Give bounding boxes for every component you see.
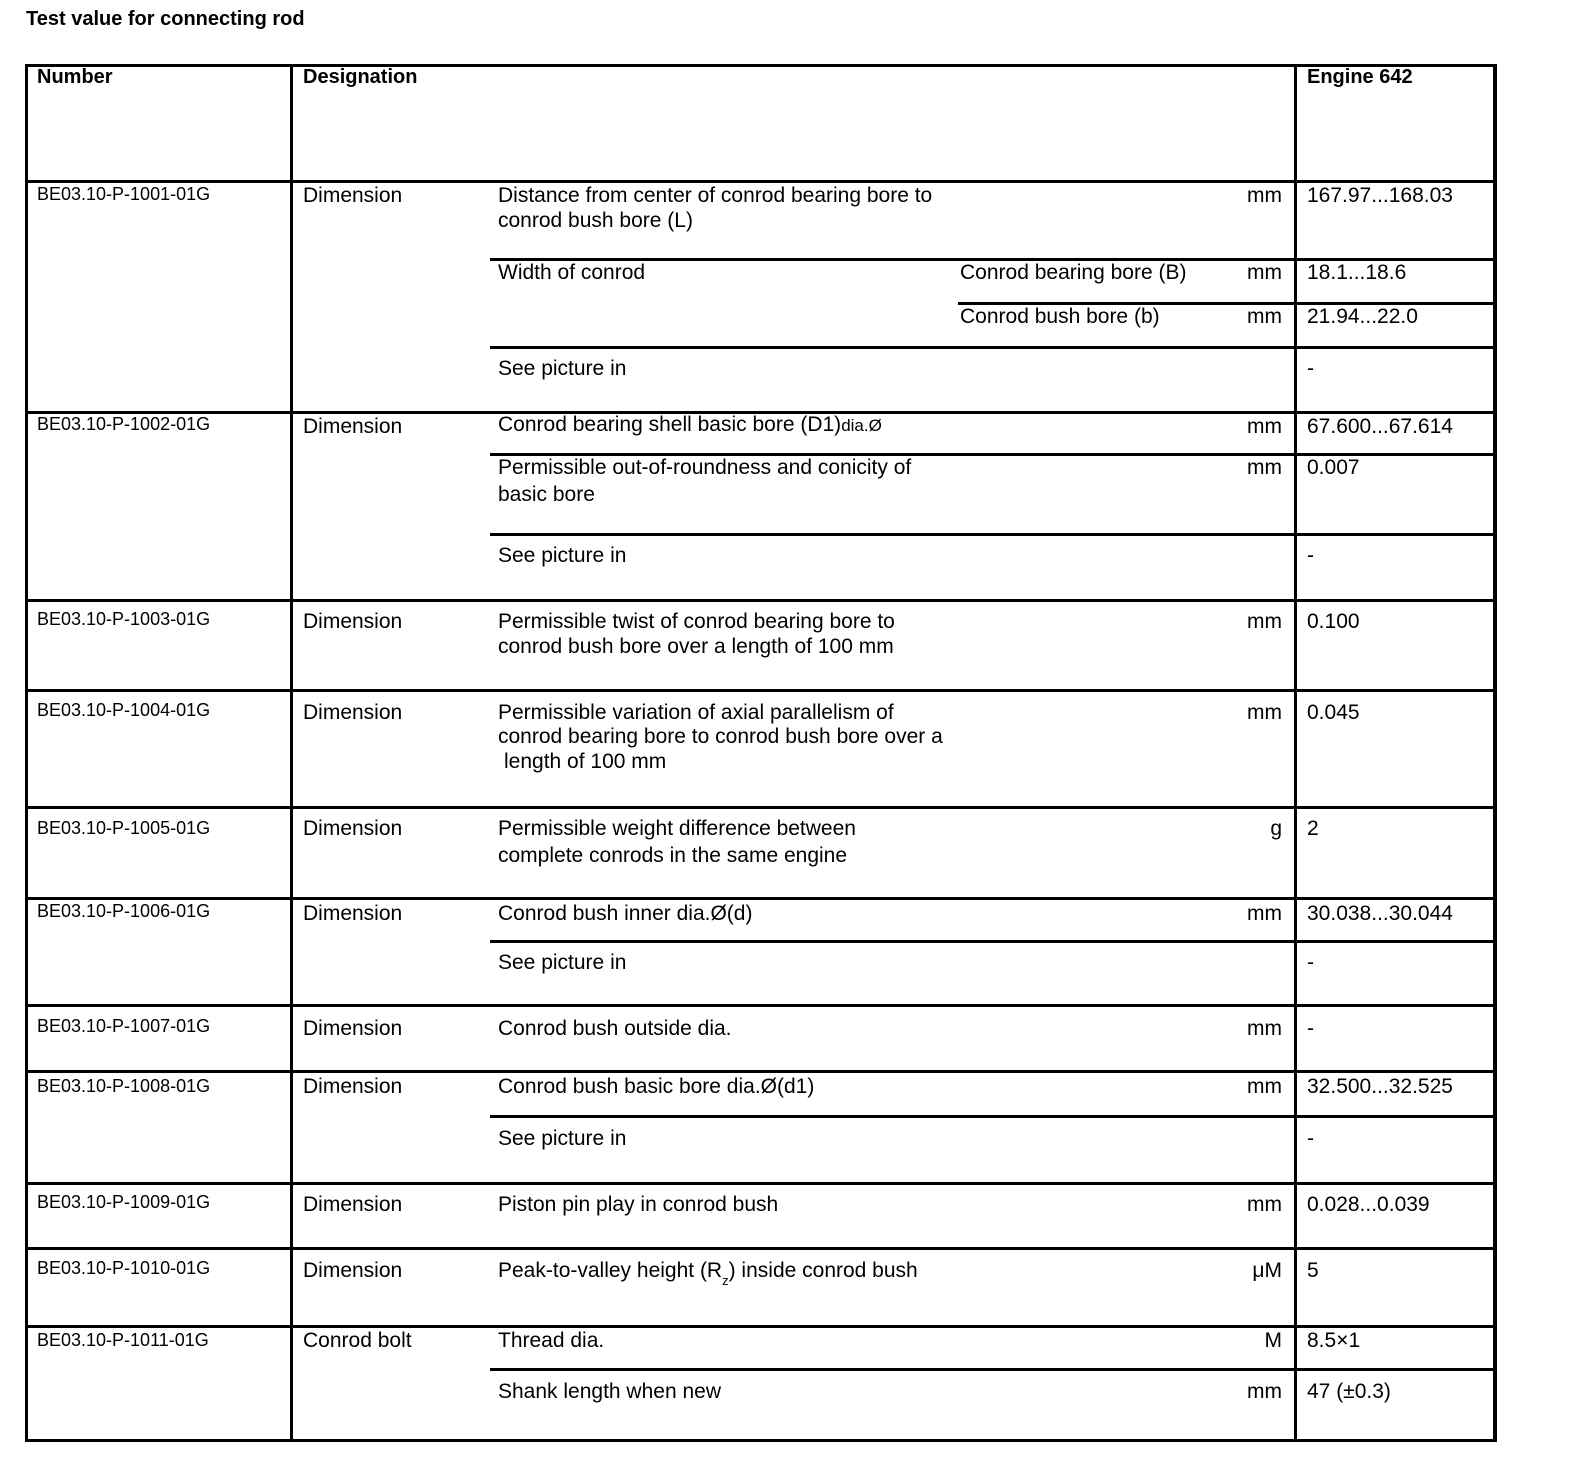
item-text: See picture in: [498, 1127, 627, 1150]
item-unit: mm: [1247, 1017, 1282, 1040]
item-value: 0.007: [1307, 456, 1360, 479]
item-text: Permissible weight difference between: [498, 817, 856, 840]
item-text: Peak-to-valley height $(R_z)$ inside conrod bush: [498, 1259, 918, 1288]
item-value: 0.045: [1307, 701, 1360, 724]
item-text: complete conrods in the same engine: [498, 844, 848, 867]
subrow-divider: [490, 940, 1497, 943]
row-number: BE03.10-P-1001-01G: [37, 184, 211, 204]
row-designation: Conrod bolt: [303, 1329, 412, 1352]
row-number: BE03.10-P-1005-01G: [37, 818, 211, 838]
item-value: -: [1307, 1017, 1314, 1040]
item-unit: mm: [1247, 1380, 1282, 1403]
item-text: conrod bush bore over a length of 100 mm: [498, 635, 894, 658]
row-number: BE03.10-P-1003-01G: [37, 609, 211, 629]
row-designation: Dimension: [303, 902, 403, 925]
item-text: Thread dia.: [498, 1329, 605, 1352]
row-designation: Dimension: [303, 184, 403, 207]
item-unit: mm: [1247, 184, 1282, 207]
item-text: Permissible twist of conrod bearing bore to: [498, 610, 895, 633]
item-value: 47 (±0.3): [1307, 1380, 1391, 1403]
item-value: 8.5×1: [1307, 1329, 1361, 1352]
item-unit: mm: [1247, 1075, 1282, 1098]
item-unit: mm: [1247, 415, 1282, 438]
subscript-z: z: [722, 1273, 729, 1288]
column-divider: [290, 64, 293, 1442]
row-number: BE03.10-P-1002-01G: [37, 414, 211, 434]
item-text: Shank length when new: [498, 1380, 721, 1403]
header-engine: Engine 642: [1307, 66, 1413, 88]
item-value: -: [1307, 357, 1314, 380]
row-number: BE03.10-P-1006-01G: [37, 901, 211, 921]
item-unit: mm: [1247, 902, 1282, 925]
item-value: 5: [1307, 1259, 1319, 1282]
item-text: length of 100 mm: [504, 750, 667, 773]
row-divider: [25, 1004, 1497, 1007]
item-unit: g: [1270, 817, 1282, 840]
item-text: Conrod bush outside dia.: [498, 1017, 732, 1040]
item-unit: mm: [1247, 701, 1282, 724]
item-subtext: Conrod bearing bore (B): [960, 261, 1187, 284]
header-designation: Designation: [303, 66, 418, 88]
row-number: BE03.10-P-1007-01G: [37, 1016, 211, 1036]
row-designation: Dimension: [303, 1259, 403, 1282]
item-unit: mm: [1247, 456, 1282, 479]
item-text: conrod bush bore (L): [498, 209, 693, 232]
row-divider: [25, 1247, 1497, 1250]
row-number: BE03.10-P-1004-01G: [37, 700, 211, 720]
item-unit: μM: [1252, 1259, 1282, 1282]
header-number: Number: [37, 66, 113, 88]
row-divider: [25, 1182, 1497, 1185]
page-title: Test value for connecting rod: [26, 8, 305, 30]
item-value: -: [1307, 544, 1314, 567]
row-designation: Dimension: [303, 1017, 403, 1040]
item-text: Conrod bush basic bore dia.Ø(d1): [498, 1075, 815, 1098]
subrow-divider: [490, 1115, 1497, 1118]
row-designation: Dimension: [303, 1193, 403, 1216]
subrow-divider: [490, 533, 1497, 536]
row-designation: Dimension: [303, 701, 403, 724]
item-value: 32.500...32.525: [1307, 1075, 1453, 1098]
row-number: BE03.10-P-1011-01G: [37, 1330, 209, 1350]
row-number: BE03.10-P-1009-01G: [37, 1192, 211, 1212]
row-divider: [25, 689, 1497, 692]
row-divider: [25, 1070, 1497, 1073]
item-text: Piston pin play in conrod bush: [498, 1193, 779, 1216]
subrow-divider: [490, 346, 1497, 349]
column-divider: [1294, 64, 1297, 1442]
item-unit: M: [1264, 1329, 1282, 1352]
item-value: 30.038...30.044: [1307, 902, 1453, 925]
item-subtext: Conrod bush bore (b): [960, 305, 1160, 328]
item-text: See picture in: [498, 357, 627, 380]
item-text: Distance from center of conrod bearing bore to: [498, 184, 933, 207]
row-designation: Dimension: [303, 1075, 403, 1098]
item-text: See picture in: [498, 544, 627, 567]
item-text: Width of conrod: [498, 261, 646, 284]
row-number: BE03.10-P-1010-01G: [37, 1258, 211, 1278]
item-unit: mm: [1247, 261, 1282, 284]
item-unit: mm: [1247, 1193, 1282, 1216]
item-text: conrod bearing bore to conrod bush bore over a: [498, 725, 943, 748]
item-text: Permissible out-of-roundness and conicity of: [498, 456, 912, 479]
item-value: -: [1307, 1127, 1314, 1150]
item-value: 2: [1307, 817, 1319, 840]
subrow-divider: [490, 1368, 1497, 1371]
item-value: 0.028...0.039: [1307, 1193, 1430, 1216]
item-text: Conrod bush inner dia.Ø(d): [498, 902, 753, 925]
row-designation: Dimension: [303, 817, 403, 840]
item-text: Permissible variation of axial parallelism of: [498, 701, 894, 724]
item-text: See picture in: [498, 951, 627, 974]
item-value: 0.100: [1307, 610, 1360, 633]
row-divider: [25, 806, 1497, 809]
item-value: 167.97...168.03: [1307, 184, 1453, 207]
item-text: Conrod bearing shell basic bore (D1)dia.Ø: [498, 413, 882, 436]
item-value: 67.600...67.614: [1307, 415, 1453, 438]
item-value: -: [1307, 951, 1314, 974]
row-designation: Dimension: [303, 415, 403, 438]
row-number: BE03.10-P-1008-01G: [37, 1076, 211, 1096]
item-text: basic bore: [498, 483, 595, 506]
row-designation: Dimension: [303, 610, 403, 633]
item-small-text: dia.Ø: [841, 416, 882, 435]
item-unit: mm: [1247, 305, 1282, 328]
row-divider: [25, 897, 1497, 900]
item-unit: mm: [1247, 610, 1282, 633]
item-value: 18.1...18.6: [1307, 261, 1407, 284]
row-divider: [25, 599, 1497, 602]
item-value: 21.94...22.0: [1307, 305, 1418, 328]
